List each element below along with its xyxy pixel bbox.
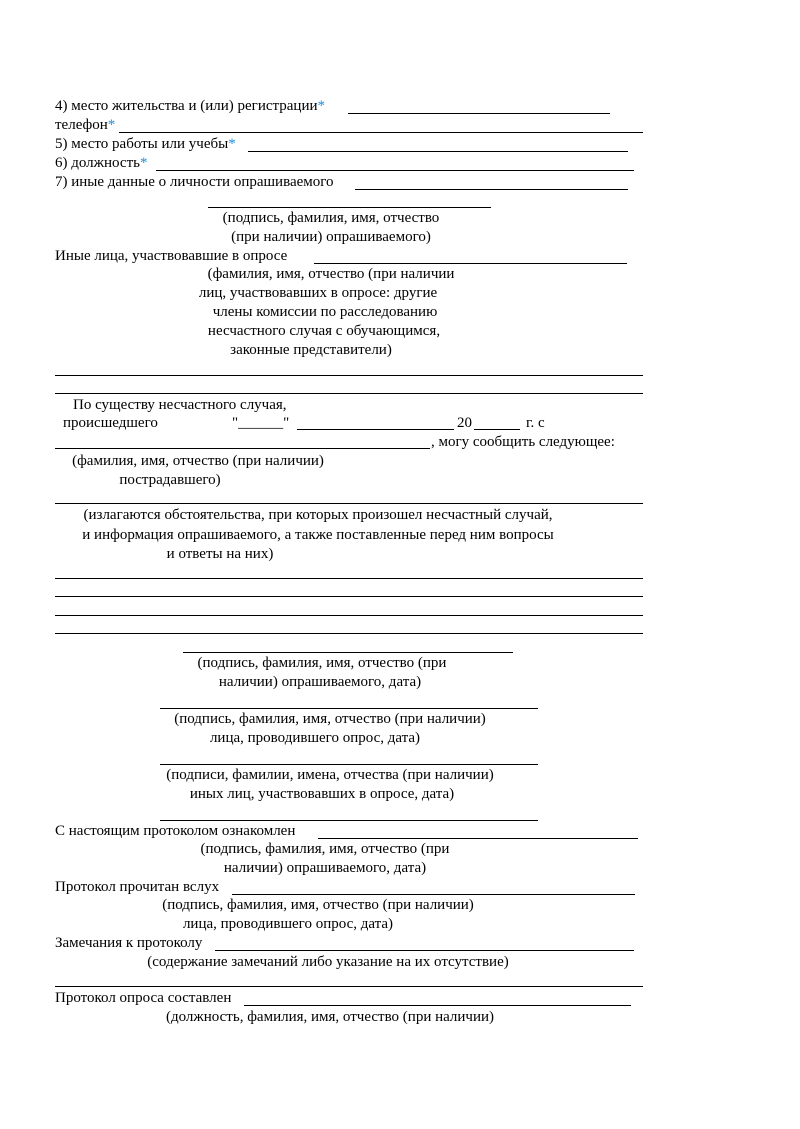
interviewee-date-caption-1: (подпись, фамилия, имя, отчество (при (197, 655, 447, 671)
circumstances-caption-3: и ответы на них) (166, 546, 274, 562)
statement-line-4[interactable] (55, 633, 643, 634)
essence-year-prefix: 20 (457, 415, 472, 431)
other-data-label: 7) иные данные о личности опрашиваемого (55, 174, 334, 190)
statement-line-3[interactable] (55, 615, 643, 616)
others-caption-1: (подписи, фамилии, имена, отчества (при наличии) (166, 767, 494, 783)
remarks-extra-line[interactable] (55, 986, 643, 987)
read-aloud-input-line[interactable] (232, 894, 635, 895)
work-input-line[interactable] (248, 151, 628, 152)
essence-date-day[interactable]: "______" (232, 415, 290, 431)
other-persons-extra-line-1[interactable] (55, 375, 643, 376)
essence-year-suffix: г. с (526, 415, 545, 431)
acquainted-input-line[interactable] (318, 838, 638, 839)
required-asterisk: * (317, 98, 325, 114)
interviewee-signature-caption-2: (при наличии) опрашиваемого) (231, 229, 431, 245)
read-aloud-label: Протокол прочитан вслух (55, 879, 220, 895)
acquainted-label: С настоящим протоколом ознакомлен (55, 823, 296, 839)
essence-date-month-line[interactable] (297, 429, 454, 430)
other-data-input-line[interactable] (355, 189, 628, 190)
required-asterisk: * (139, 155, 148, 171)
other-persons-caption-5: законные представители) (230, 342, 392, 358)
read-aloud-caption-2: лица, проводившего опрос, дата) (182, 916, 394, 932)
phone-input-line[interactable] (119, 132, 643, 133)
interviewee-date-caption-2: наличии) опрашиваемого, дата) (218, 674, 422, 690)
circumstances-caption-2: и информация опрашиваемого, а также поставленные перед ним вопросы (82, 527, 554, 543)
work-label: 5) место работы или учебы (55, 136, 229, 152)
work-field (55, 135, 236, 153)
other-persons-caption-3: члены комиссии по расследованию (212, 304, 438, 320)
read-aloud-caption-1: (подпись, фамилия, имя, отчество (при наличии) (162, 897, 474, 913)
others-signature-line[interactable] (160, 764, 538, 765)
phone-field (55, 116, 115, 134)
essence-year-line[interactable] (474, 429, 520, 430)
interviewee-signature-caption-1: (подпись, фамилия, имя, отчество (222, 210, 440, 226)
residence-input-line[interactable] (348, 113, 610, 114)
other-persons-input-line[interactable] (314, 263, 627, 264)
victim-caption-2: пострадавшего) (119, 472, 221, 488)
compiled-caption: (должность, фамилия, имя, отчество (при наличии) (165, 1009, 495, 1025)
phone-label: телефон (55, 117, 108, 133)
essence-intro: По существу несчастного случая, (73, 397, 287, 413)
statement-line-1[interactable] (55, 578, 643, 579)
others-caption-2: иных лиц, участвовавших в опросе, дата) (189, 786, 455, 802)
victim-caption-1: (фамилия, имя, отчество (при наличии) (72, 453, 324, 469)
other-persons-caption-2: лиц, участвовавших в опросе: другие (198, 285, 438, 301)
victim-input-line[interactable] (55, 448, 430, 449)
acquainted-caption-1: (подпись, фамилия, имя, отчество (при (200, 841, 450, 857)
other-persons-label: Иные лица, участвовавшие в опросе (55, 248, 288, 264)
compiled-input-line[interactable] (244, 1005, 631, 1006)
remarks-caption: (содержание замечаний либо указание на их отсутствие) (147, 954, 509, 970)
other-persons-extra-line-2[interactable] (55, 393, 643, 394)
required-asterisk: * (228, 136, 236, 152)
position-input-line[interactable] (156, 170, 634, 171)
conductor-caption-1: (подпись, фамилия, имя, отчество (при наличии) (174, 711, 486, 727)
remarks-label: Замечания к протоколу (55, 935, 203, 951)
required-asterisk: * (107, 117, 116, 133)
interviewee-signature-line[interactable] (208, 207, 491, 208)
other-persons-caption-4: несчастного случая с обучающимся, (207, 323, 441, 339)
circumstances-line[interactable] (55, 503, 643, 504)
compiled-label: Протокол опроса составлен (55, 990, 232, 1006)
interviewee-date-signature-line[interactable] (183, 652, 513, 653)
essence-happened: происшедшего (63, 415, 158, 431)
residence-field (55, 97, 325, 115)
statement-line-2[interactable] (55, 596, 643, 597)
acquainted-caption-2: наличии) опрашиваемого, дата) (223, 860, 427, 876)
conductor-caption-2: лица, проводившего опрос, дата) (209, 730, 421, 746)
position-label: 6) должность (55, 155, 140, 171)
residence-label: 4) место жительства и (или) регистрации (55, 98, 318, 114)
position-field (55, 154, 147, 172)
other-persons-caption-1: (фамилия, имя, отчество (при наличии (207, 266, 455, 282)
circumstances-caption-1: (излагаются обстоятельства, при которых произошел несчастный случай, (83, 507, 553, 523)
essence-tail: , могу сообщить следующее: (431, 434, 615, 450)
remarks-input-line[interactable] (215, 950, 634, 951)
others-extra-signature-line[interactable] (160, 820, 538, 821)
conductor-signature-line[interactable] (160, 708, 538, 709)
